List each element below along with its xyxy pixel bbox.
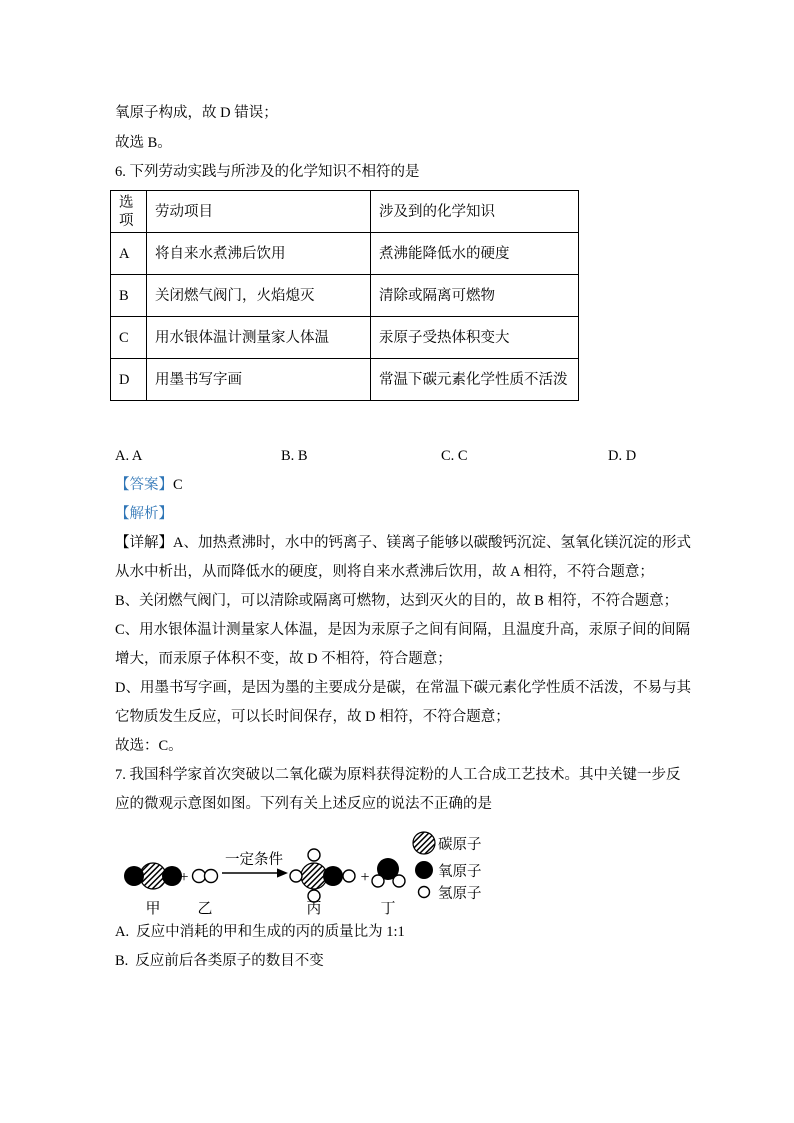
prev-answer-conclusion: 故选 B。 <box>115 135 172 151</box>
answer-label: 【答案】 <box>115 477 173 493</box>
row-c-option: C <box>111 317 147 359</box>
question-6-choices <box>115 442 693 471</box>
explain-label: 【详解】 <box>115 535 173 551</box>
option-b-text: 反应前后各类原子的数目不变 <box>135 953 324 969</box>
row-d-knowledge: 常温下碳元素化学性质不活泼 <box>371 359 579 401</box>
reaction-condition-label: 一定条件 <box>225 852 283 868</box>
choice-d: D. D <box>608 448 637 464</box>
row-c-activity: 用水银体温计测量家人体温 <box>147 317 371 359</box>
molecule-jia-co2 <box>124 863 182 889</box>
molecule-yi-h2 <box>193 870 218 883</box>
explain-paragraph-c: C、用水银体温计测量家人体温，是因为汞原子之间有间隔，且温度升高，汞原子间的间隔增大，而汞原子体积不变，故 D 不相符，符合题意； <box>115 622 691 667</box>
row-c-knowledge: 汞原子受热体积变大 <box>371 317 579 359</box>
question-6-stem: 6. 下列劳动实践与所涉及的化学知识不相符的是 <box>115 164 420 180</box>
carbon-atom-icon <box>413 832 435 854</box>
explain-paragraph-d: D、用墨书写字画，是因为墨的主要成分是碳，在常温下碳元素化学性质不活泼，不易与其它物质发生反应，可以长时间保存，故 D 相符，不符合题意； <box>115 680 691 725</box>
option-a-text: 反应中消耗的甲和生成的丙的质量比为 1:1 <box>136 924 405 940</box>
choice-c: C. C <box>441 448 468 464</box>
table-row <box>111 317 579 359</box>
table-header-activity: 劳动项目 <box>147 191 371 233</box>
question-7-stem: 7. 我国科学家首次突破以二氧化碳为原料获得淀粉的人工合成工艺技术。其中关键一步反应的微观示意图如图。下列有关上述反应的说法不正确的是 <box>115 767 681 812</box>
hydrogen-atom-icon <box>193 870 206 883</box>
molecule-label-jia: 甲 <box>145 901 161 917</box>
legend-carbon-label: 碳原子 <box>438 837 482 853</box>
molecule-label-ding: 丁 <box>380 901 396 917</box>
option-a-label: A. <box>115 924 130 940</box>
answer-line <box>115 471 693 500</box>
table-row <box>111 233 579 275</box>
choice-a: A. A <box>115 448 143 464</box>
table-row <box>111 359 579 401</box>
hydrogen-atom-icon <box>419 887 430 898</box>
hydrogen-atom-icon <box>343 870 355 882</box>
prev-explanation-tail: 氧原子构成，故 D 错误； <box>115 105 278 121</box>
choice-b: B. B <box>281 448 308 464</box>
explain-conclusion: 故选：C。 <box>115 738 183 754</box>
row-d-option: D <box>111 359 147 401</box>
molecule-ding-h2o <box>372 858 405 887</box>
table-header-row <box>111 191 579 233</box>
legend-oxygen-label: 氧原子 <box>438 864 482 880</box>
row-d-activity: 用墨书写字画 <box>147 359 371 401</box>
reaction-micro-diagram <box>118 826 508 918</box>
oxygen-atom-icon <box>323 866 343 886</box>
question-6-table <box>110 190 579 401</box>
row-a-knowledge: 煮沸能降低水的硬度 <box>371 233 579 275</box>
document-body <box>115 99 693 976</box>
row-b-activity: 关闭燃气阀门，火焰熄灭 <box>147 275 371 317</box>
explain-paragraph-a <box>115 529 693 587</box>
molecule-label-bing: 丙 <box>306 901 322 917</box>
reaction-arrow <box>222 868 288 877</box>
hydrogen-atom-icon <box>290 870 302 882</box>
analysis-label: 【解析】 <box>115 506 173 522</box>
option-b-label: B. <box>115 953 129 969</box>
oxygen-atom-icon <box>415 861 433 879</box>
row-b-option: B <box>111 275 147 317</box>
molecule-bing-ch3oh <box>290 849 355 902</box>
row-b-knowledge: 清除或隔离可燃物 <box>371 275 579 317</box>
diagram-legend <box>413 832 482 902</box>
hydrogen-atom-icon <box>393 875 405 887</box>
table-header-knowledge: 涉及到的化学知识 <box>371 191 579 233</box>
plus-sign: + <box>179 869 189 886</box>
answer-value: C <box>173 477 183 493</box>
table-row <box>111 275 579 317</box>
hydrogen-atom-icon <box>205 870 218 883</box>
plus-sign: + <box>360 869 370 886</box>
oxygen-atom-icon <box>124 866 144 886</box>
explain-paragraph-b: B、关闭燃气阀门，可以清除或隔离可燃物，达到灭火的目的，故 B 相符，不符合题意； <box>115 593 679 609</box>
row-a-activity: 将自来水煮沸后饮用 <box>147 233 371 275</box>
explain-text-a: A、加热煮沸时，水中的钙离子、镁离子能够以碳酸钙沉淀、氢氧化镁沉淀的形式从水中析出，从而降低水的硬度，则将自来水煮沸后饮用，故 A 相符，不符合题意； <box>115 535 691 580</box>
question-7-option-b <box>115 947 693 976</box>
molecule-label-yi: 乙 <box>197 901 213 917</box>
hydrogen-atom-icon <box>308 849 320 861</box>
question-7-option-a <box>115 918 693 947</box>
hydrogen-atom-icon <box>372 875 384 887</box>
legend-hydrogen-label: 氢原子 <box>438 886 482 902</box>
table-header-option: 选项 <box>111 191 147 233</box>
analysis-line <box>115 500 693 529</box>
row-a-option: A <box>111 233 147 275</box>
